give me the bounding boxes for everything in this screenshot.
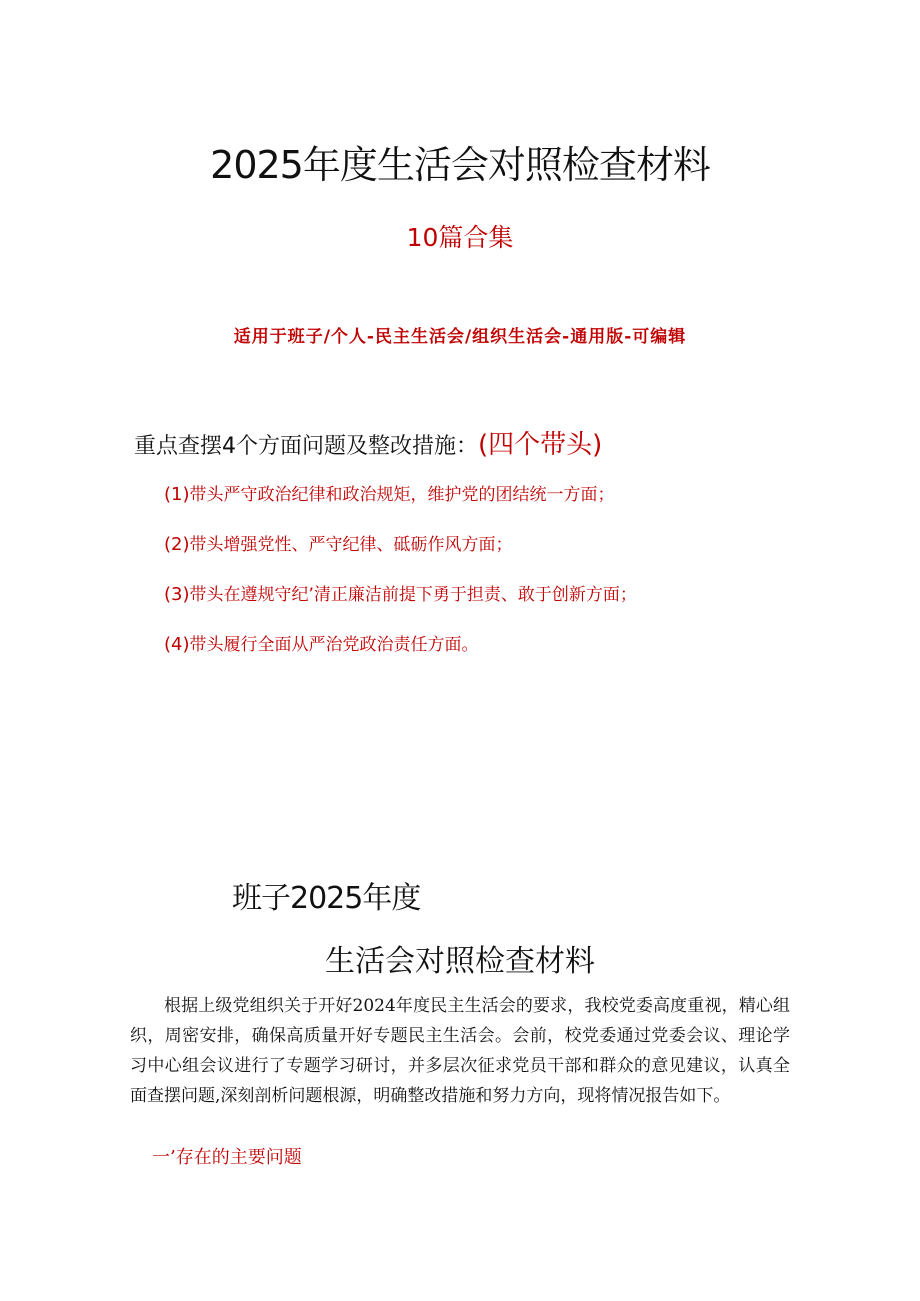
list-item-text: 带头严守政治纪律和政治规矩，维护党的团结统一方面； (189, 485, 615, 505)
body-paragraph: 根据上级党组织关于开好2024年度民主生活会的要求，我校党委高度重视，精心组织，周密安排，确保高质量开好专题民主生活会。会前，校党委通过党委会议、理论学习中心组会议进行了专题学习研讨，并多层次征求党员干部和群众的意见建议，认真全面查摆问题,深刻剖析问题根源，明确整改措施和努力方向，现将情况报告如下。 (130, 996, 790, 1106)
list-item (164, 630, 637, 680)
focus-heading (134, 424, 602, 461)
focus-heading-highlight: (四个带头) (478, 430, 603, 460)
list-item-text: 带头增强党性、严守纪律、砥砺作风方面； (189, 535, 513, 555)
section-title-line2: 生活会对照检查材料 (325, 944, 595, 979)
subtitle: 10篇合集 (406, 223, 514, 252)
section-subheading: 一’存在的主要问题 (152, 1147, 302, 1168)
list-item (164, 530, 637, 580)
list-item-number: (4) (164, 634, 190, 655)
section-title-line1: 班子2025年度 (232, 881, 421, 916)
list-item (164, 480, 637, 530)
focus-list (164, 480, 637, 680)
list-item (164, 580, 637, 630)
list-item-number: (1) (164, 484, 190, 505)
list-item-number: (3) (164, 584, 190, 605)
focus-heading-text: 重点查摆4个方面问题及整改措施： (134, 434, 478, 459)
applicability-note: 适用于班子/个人-民主生活会/组织生活会-通用版-可编辑 (233, 327, 687, 347)
list-item-text: 带头在遵规守纪’清正廉洁前提下勇于担责、敢于创新方面； (189, 585, 637, 605)
list-item-number: (2) (164, 534, 190, 555)
list-item-text: 带头履行全面从严治党政治责任方面。 (189, 635, 479, 655)
main-title: 2025年度生活会对照检查材料 (210, 143, 710, 187)
